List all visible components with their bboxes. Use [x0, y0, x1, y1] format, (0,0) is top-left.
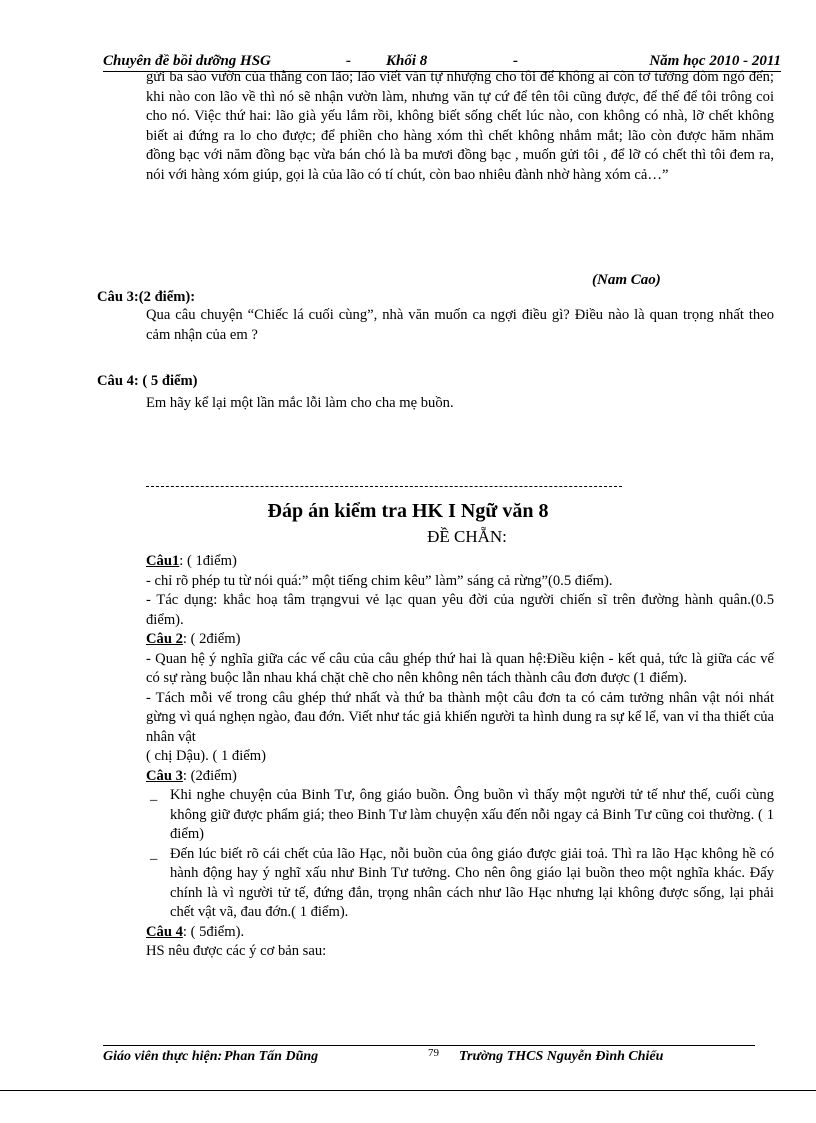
- answer-key-body: [146, 552, 774, 962]
- answer-2-label: Câu 2: [146, 631, 183, 647]
- answer-3-points: : (2điểm): [182, 767, 237, 784]
- answer-1-line: - chỉ rõ phép tu từ nói quá:” một tiếng chim kêu” làm” sáng cả rừng”(0.5 điểm).: [146, 572, 613, 589]
- footer-school: Trường THCS Nguyễn Đình Chiểu: [459, 1049, 664, 1064]
- question-3-title: Câu 3:(2 điểm):: [97, 289, 196, 305]
- answer-2-points: : ( 2điểm): [182, 631, 241, 647]
- answer-2-line: - Tách mỗi vế trong câu ghép thứ nhất và thứ ba thành một câu đơn ta có cảm tưởng nhân vật nói nhát gừng vì quá nghẹn ngào, đau đớn. Viết như tác giả khiến người ta hình dung ra sự kể lể, van vỉ tha thiết của nhân vật: [146, 689, 774, 745]
- footer-teacher-label: Giáo viên thực hiện:: [103, 1049, 223, 1064]
- bullet-mark: _: [150, 845, 158, 862]
- answer-2-line: ( chị Dậu). ( 1 điểm): [146, 748, 266, 764]
- excerpt-author: (Nam Cao): [592, 272, 661, 288]
- answer-4-heading: [146, 923, 774, 943]
- bullet-mark: _: [150, 787, 158, 803]
- list-item: [146, 845, 774, 923]
- header-separator: -: [513, 53, 518, 69]
- section-divider: [146, 486, 622, 487]
- page-number: 79: [428, 1047, 439, 1059]
- answer-1-points: : ( 1điểm): [179, 553, 237, 569]
- header-separator: -: [346, 53, 351, 69]
- page-bottom-rule: [0, 1090, 816, 1091]
- answer-key-subtitle: ĐỀ CHẴN:: [427, 527, 507, 546]
- question-4-text: Em hãy kể lại một lần mắc lỗi làm cho cha mẹ buồn.: [146, 395, 454, 411]
- answer-3-list: [146, 786, 774, 923]
- answer-4-line: HS nêu được các ý cơ bản sau:: [146, 943, 327, 959]
- header-subject: Chuyên đề bồi dưỡng HSG: [103, 53, 271, 69]
- answer-1-heading: [146, 552, 774, 572]
- answer-1-line: - Tác dụng: khắc hoạ tâm trạngvui vẻ lạc quan yêu đời của người chiến sĩ trên đường hành quân.(0.5 điểm).: [146, 592, 774, 628]
- list-item: [146, 786, 774, 845]
- excerpt-passage: gửi ba sào vườn của thằng con lão; lão viết văn tự nhượng cho tôi để không ai còn tơ tưởng dòm ngó đến; khi nào con lão về thì nó sẽ nhận vườn làm, nhưng văn tự cứ để tên tôi cũng được, để thế để tôi trông coi cho nó. Việc thứ hai: lão già yếu lắm rồi, không biết sống chết lúc nào, con không có nhà, lỡ chết không biết ai đứng ra lo cho được; để phiền cho hàng xóm thì chết không nhắm mắt; lão còn được hăm nhăm đồng bạc với năm đồng bạc vừa bán chó là ba mươi đồng bạc , muốn gửi tôi , để lỡ có chết thì tôi đem ra, nói với hàng xóm giúp, gọi là của lão có tí chút, còn bao nhiêu đành nhờ hàng xóm cả…”: [146, 69, 774, 183]
- answer-4-points: : ( 5điểm).: [182, 923, 245, 940]
- header-grade: Khối 8: [386, 53, 428, 69]
- question-3-text: Qua câu chuyện “Chiếc lá cuối cùng”, nhà văn muốn ca ngợi điều gì? Điều nào là quan trọng nhất theo cảm nhận của em ?: [146, 307, 774, 343]
- answer-4-label: Câu 4: [146, 923, 183, 940]
- footer-teacher-name: Phan Tấn Dũng: [224, 1049, 319, 1064]
- answer-2-heading: [146, 630, 774, 650]
- page-footer: [103, 1045, 755, 1064]
- list-item-text: Khi nghe chuyện của Binh Tư, ông giáo buồn. Ông buồn vì thấy một người tử tế như thế, cuối cùng không giữ được phẩm giá; theo Binh Tư làm chuyện xấu đến nỗi ngay cả Binh Tư cũng coi thường. ( 1 điểm): [170, 787, 774, 842]
- answer-3-heading: [146, 767, 774, 787]
- answer-key-title: Đáp án kiểm tra HK I Ngữ văn 8: [267, 500, 549, 522]
- list-item-text: Đến lúc biết rõ cái chết của lão Hạc, nỗi buồn của ông giáo được giải toả. Thì ra lão Hạc không hề có hành động hay ý nghĩ xấu như Binh Tư tưởng. Cho nên ông giáo lại buồn theo một nghĩa khác. Đấy chính là vì người tử tế, đứng đắn, trọng nhân cách như lão Hạc nhưng lại không được sống, lại phải chết vật vã, đau đớn.( 1 điểm).: [170, 845, 774, 920]
- answer-1-label: Câu1: [146, 553, 180, 569]
- question-4-title: Câu 4: ( 5 điểm): [97, 373, 198, 389]
- answer-2-line: - Quan hệ ý nghĩa giữa các vế câu của câu ghép thứ hai là quan hệ:Điều kiện - kết quả, tức là giữa các vế có sự ràng buộc lẫn nhau khá chặt chẽ cho nên không nên tách thành câu đơn được (1 điểm).: [146, 650, 774, 686]
- header-school-year: Năm học 2010 - 2011: [649, 53, 781, 69]
- answer-3-label: Câu 3: [146, 767, 183, 784]
